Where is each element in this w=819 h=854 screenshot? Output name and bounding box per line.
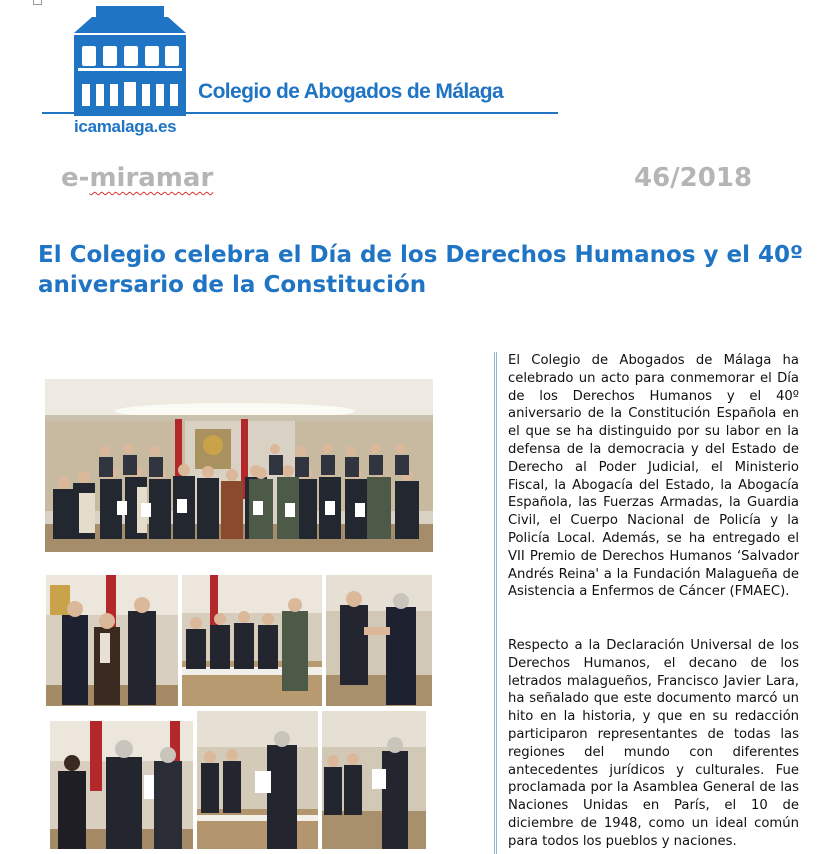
photo-award-4: [50, 721, 193, 849]
photo-award-5: [197, 711, 318, 849]
logo-name: Colegio de Abogados de Málaga: [198, 80, 504, 103]
photo-award-6: [322, 711, 426, 849]
logo-building-icon: [72, 4, 188, 116]
group-photo: [45, 379, 433, 552]
article-title: El Colegio celebra el Día de los Derechos Humanos y el 40º aniversario de la Constitución: [38, 242, 804, 298]
page-corner-mark: [33, 0, 42, 5]
photo-award-2: [182, 575, 322, 706]
photo-award-3: [326, 575, 432, 706]
article-paragraph: El Colegio de Abogados de Málaga ha celebrado un acto para conmemorar el Día de los Derechos Humanos y el 40º aniversario de la Constitución Española en el que se ha distinguido por su labor en la defensa de la democracia y del Estado de Derecho al Poder Judicial, el Ministerio Fiscal, la Abogacía del Estado, la Abogacía Española, las Fuerzas Armadas, la Guardia Civil, el Cuerpo Nacional de Policía y la Policía Local. Además, se ha entregado el VII Premio de Derechos Humanos ‘Salvador Andrés Reina' a la Fundación Malagueña de Asistencia a Enfermos de Cáncer (FMAEC).: [508, 353, 799, 600]
publication-number: 46/2018: [634, 163, 753, 193]
publication-name: [61, 163, 213, 193]
text-column-rule: [494, 352, 497, 854]
publication-name-prefix: e-: [61, 163, 90, 193]
photo-award-1: [46, 575, 178, 706]
article-paragraph: Respecto a la Declaración Universal de los Derechos Humanos, el decano de los letrados malagueños, Francisco Javier Lara, ha señalado que este documento marcó un hito en la historia, y que en su redacción participaron representantes de todas las regiones del mundo con diferentes antecedentes jurídicos y culturales. Fue proclamada por la Asamblea General de las Naciones Unidas en París, el 10 de diciembre de 1948, como un ideal común para todos los pueblos y naciones.: [508, 638, 799, 849]
publication-name-main: miramar: [89, 163, 214, 193]
logo-underline: [42, 112, 558, 114]
logo-domain: icamalaga.es: [74, 117, 177, 136]
